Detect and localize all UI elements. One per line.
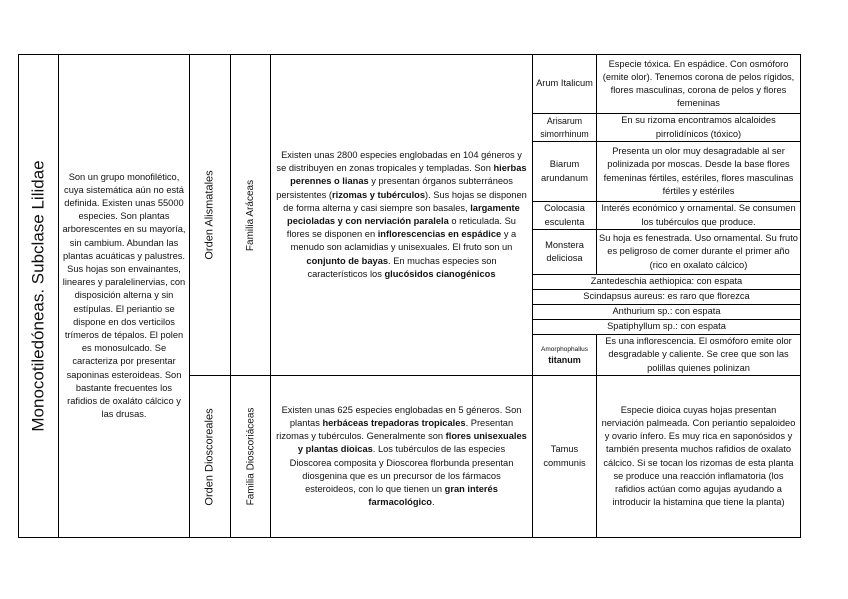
species-name-amorphophallus: Amorphophallus titanum bbox=[541, 345, 588, 365]
family-araceas: Familia Aráceas bbox=[245, 179, 257, 251]
table-border-bottom bbox=[18, 537, 801, 538]
species-description: Especie tóxica. En espádice. Con osmóforo (emite olor). Tenemos corona de pelos rígidos, flores masculinas, corona de pelos y flores femeninas bbox=[602, 58, 795, 109]
species-row: Anthurium sp.: con espata bbox=[612, 306, 721, 317]
species-name: Arisarum simorrhinum bbox=[540, 116, 589, 139]
species-row: Scindapsus aureus: es raro que florezca bbox=[583, 291, 750, 302]
species-description: Su hoja es fenestrada. Uso ornamental. Su fruto es peligroso de comer durante el primer año (rico en oxalato cálcico) bbox=[599, 233, 798, 270]
order-dioscoreales: Orden Dioscoreales bbox=[204, 407, 216, 506]
araceas-description bbox=[271, 55, 532, 375]
species-row: Zantedeschia aethiopica: con espata bbox=[590, 276, 743, 287]
species-name: Arum Italicum bbox=[536, 78, 593, 89]
dioscoriaceas-description bbox=[271, 376, 532, 537]
species-name: Monstera deliciosa bbox=[545, 239, 584, 263]
dioscoriaceas-description-text: Existen unas 625 especies englobadas en 5 géneros. Son plantas herbáceas trepadoras tropicales. Presentan rizomas y tubérculos. Generalmente son flores unisexuales y plantas dioicas. Los tubérculos de las especies Dioscorea composita y Dioscorea florbunda presentan diosgenina que es un precursor de los fármacos esteroideos, con lo que tienen un gran interés farmacológico. bbox=[276, 404, 527, 508]
order-alismatales: Orden Alismatales bbox=[204, 170, 217, 260]
table-border-right bbox=[800, 54, 801, 538]
species-row: Spatiphyllum sp.: con espata bbox=[607, 321, 726, 332]
species-description: En su rizoma encontramos alcaloides pirrolidínicos (tóxico) bbox=[621, 115, 776, 139]
species-name: Biarum arundanum bbox=[540, 159, 589, 183]
subclass-title: Monocotiledóneas. Subclase Lilidae bbox=[28, 160, 48, 432]
araceas-description-text: Existen unas 2800 especies englobadas en 104 géneros y se distribuyen en zonas tropicales y templadas. Son hierbas perennes o lianas y presentan órganos subterráneos persistentes (rizomas y tubérculos). Sus hojas se disponen de forma alterna y casi siempre son basales, largamente pecioladas y con nerviación paralela o reticulada. Su flores se disponen en inflorescencias en espádice y a menudo son aclamidias y unisexuales. El fruto son un conjunto de bayas. En muchas especies son característicos los glucósidos cianogénicos bbox=[276, 149, 527, 279]
species-description: Es una inflorescencia. El osmóforo emite olor desgradable y caliente. Se cree que son las polillas quienes polinizan bbox=[605, 336, 792, 373]
group-description: Son un grupo monofilético, cuya sistemática aún no está definida. Existen unas 55000 especies. Son plantas arborescentes en su mayoría, sin cambium. Abundan las plantas acuáticas y palustres. Sus hojas son envainantes, lineares y paralelinervias, con disposición alterna y sin estípulas. El periantio se dispone en dos verticilos trímeros de tépalos. El polen es monosulcado. Se caracteriza por presentar saponinas esteroideas. Son bastante frecuentes los rafidios de oxaláto cálcico y las drusas. bbox=[62, 171, 186, 420]
species-name: Tamus communis bbox=[543, 444, 586, 468]
family-dioscoriaceas: Familia Dioscoriáceas bbox=[245, 407, 256, 506]
species-description: Interés económico y ornamental. Se consumen los tubérculos que produce. bbox=[601, 203, 796, 227]
species-description: Presenta un olor muy desagradable al ser polinizada por moscas. Desde la base flores femeninas fértiles, estériles, flores masculinas fértiles y estériles bbox=[603, 146, 794, 196]
species-description: Especie dioica cuyas hojas presentan nerviación palmeada. Con periantio sepaloideo y ovario ínfero. Es muy rica en saponósidos y también presenta muchos rafidios de oxalato cálcico. Si se tocan los rizomas de esta planta se produce una reacción inflamatoria (los rafidios actúan como agujas ayudando a introducir la histamina que tiene la planta) bbox=[601, 404, 796, 508]
species-name: Colocasia esculenta bbox=[544, 203, 585, 227]
